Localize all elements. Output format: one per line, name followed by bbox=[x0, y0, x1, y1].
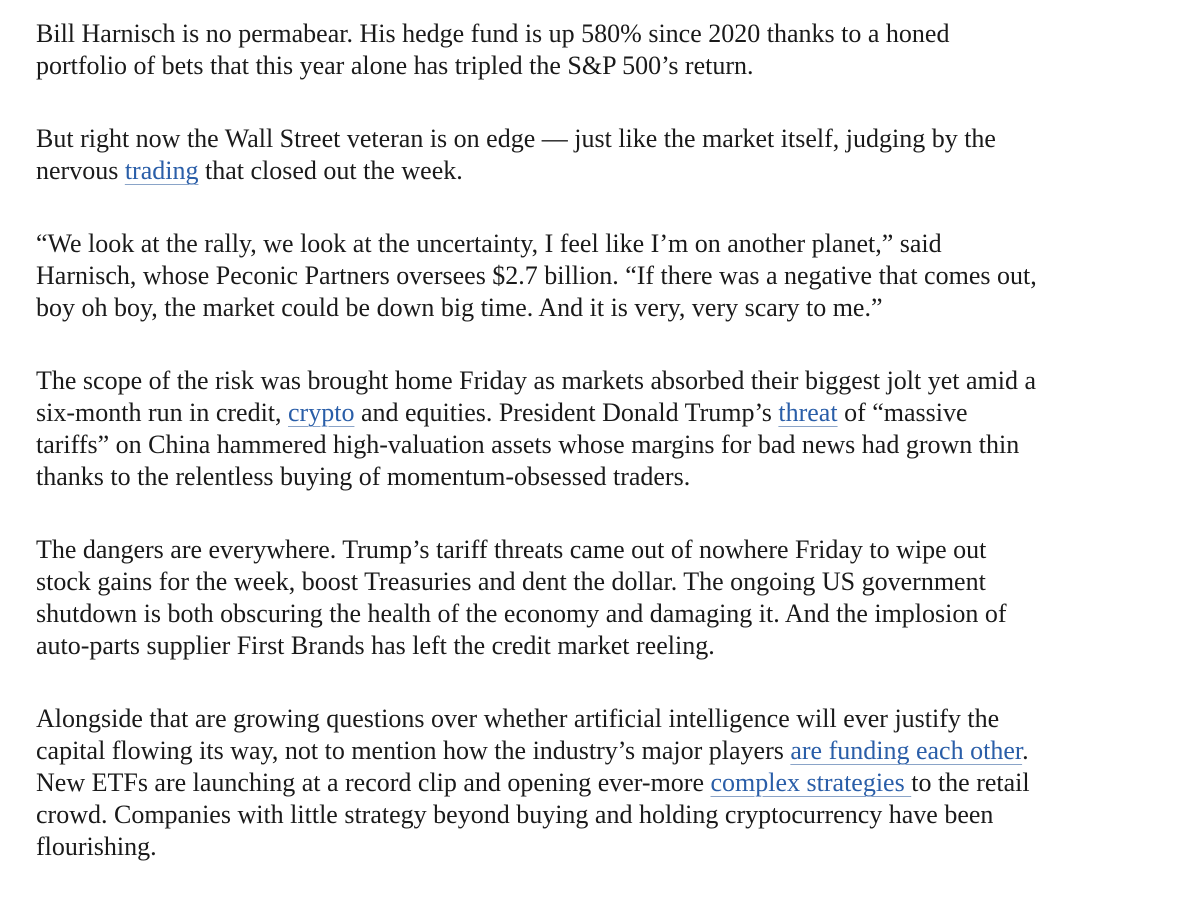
article-paragraph bbox=[36, 365, 1176, 493]
paragraph-line bbox=[36, 228, 1176, 260]
text-segment: The scope of the risk was brought home Friday as markets absorbed their biggest jolt yet amid a bbox=[36, 366, 1037, 395]
paragraph-line bbox=[36, 703, 1176, 735]
paragraph-line bbox=[36, 365, 1176, 397]
text-segment: tariffs” on China hammered high-valuation assets whose margins for bad news had grown thin bbox=[36, 430, 1020, 459]
inline-link[interactable]: complex strategies bbox=[710, 768, 912, 797]
inline-link[interactable]: are funding each other bbox=[790, 736, 1023, 765]
paragraph-line bbox=[36, 18, 1176, 50]
text-segment: of “massive bbox=[837, 398, 968, 427]
inline-link[interactable]: crypto bbox=[288, 398, 355, 427]
text-segment: Harnisch, whose Peconic Partners oversees $2.7 billion. “If there was a negative that comes out, bbox=[36, 261, 1037, 290]
article-body bbox=[36, 18, 1176, 863]
article-paragraph bbox=[36, 18, 1176, 82]
text-segment: capital flowing its way, not to mention how the industry’s major players bbox=[36, 736, 791, 765]
paragraph-line bbox=[36, 50, 1176, 82]
text-segment: thanks to the relentless buying of momentum-obsessed traders. bbox=[36, 462, 691, 491]
paragraph-line bbox=[36, 831, 1176, 863]
paragraph-line bbox=[36, 123, 1176, 155]
paragraph-line bbox=[36, 735, 1176, 767]
paragraph-line bbox=[36, 630, 1176, 662]
text-segment: six-month run in credit, bbox=[36, 398, 289, 427]
paragraph-line bbox=[36, 799, 1176, 831]
article-paragraph bbox=[36, 534, 1176, 662]
text-segment: flourishing. bbox=[36, 832, 157, 861]
text-segment: boy oh boy, the market could be down big time. And it is very, very scary to me.” bbox=[36, 293, 883, 322]
text-segment: nervous bbox=[36, 156, 125, 185]
paragraph-line bbox=[36, 292, 1176, 324]
inline-link[interactable]: threat bbox=[778, 398, 838, 427]
text-segment: shutdown is both obscuring the health of the economy and damaging it. And the implosion of bbox=[36, 599, 1007, 628]
paragraph-line bbox=[36, 598, 1176, 630]
text-segment: New ETFs are launching at a record clip and opening ever-more bbox=[36, 768, 711, 797]
text-segment: to the retail bbox=[911, 768, 1030, 797]
text-segment: auto-parts supplier First Brands has left the credit market reeling. bbox=[36, 631, 715, 660]
article-paragraph bbox=[36, 703, 1176, 863]
paragraph-line bbox=[36, 397, 1176, 429]
paragraph-line bbox=[36, 429, 1176, 461]
text-segment: that closed out the week. bbox=[198, 156, 463, 185]
text-segment: Bill Harnisch is no permabear. His hedge fund is up 580% since 2020 thanks to a honed bbox=[36, 19, 950, 48]
inline-link[interactable]: trading bbox=[124, 156, 199, 185]
paragraph-line bbox=[36, 566, 1176, 598]
paragraph-line bbox=[36, 461, 1176, 493]
text-segment: The dangers are everywhere. Trump’s tariff threats came out of nowhere Friday to wipe out bbox=[36, 535, 987, 564]
paragraph-line bbox=[36, 767, 1176, 799]
article-paragraph bbox=[36, 228, 1176, 324]
text-segment: crowd. Companies with little strategy beyond buying and holding cryptocurrency have been bbox=[36, 800, 994, 829]
text-segment: stock gains for the week, boost Treasuries and dent the dollar. The ongoing US government bbox=[36, 567, 986, 596]
paragraph-line bbox=[36, 534, 1176, 566]
text-segment: portfolio of bets that this year alone has tripled the S&P 500’s return. bbox=[36, 51, 754, 80]
text-segment: . bbox=[1022, 736, 1029, 765]
paragraph-line bbox=[36, 155, 1176, 187]
article-paragraph bbox=[36, 123, 1176, 187]
text-segment: Alongside that are growing questions over whether artificial intelligence will ever justify the bbox=[36, 704, 1000, 733]
text-segment: and equities. President Donald Trump’s bbox=[354, 398, 779, 427]
text-segment: “We look at the rally, we look at the uncertainty, I feel like I’m on another planet,” said bbox=[36, 229, 942, 258]
text-segment: But right now the Wall Street veteran is on edge — just like the market itself, judging by the bbox=[36, 124, 996, 153]
paragraph-line bbox=[36, 260, 1176, 292]
